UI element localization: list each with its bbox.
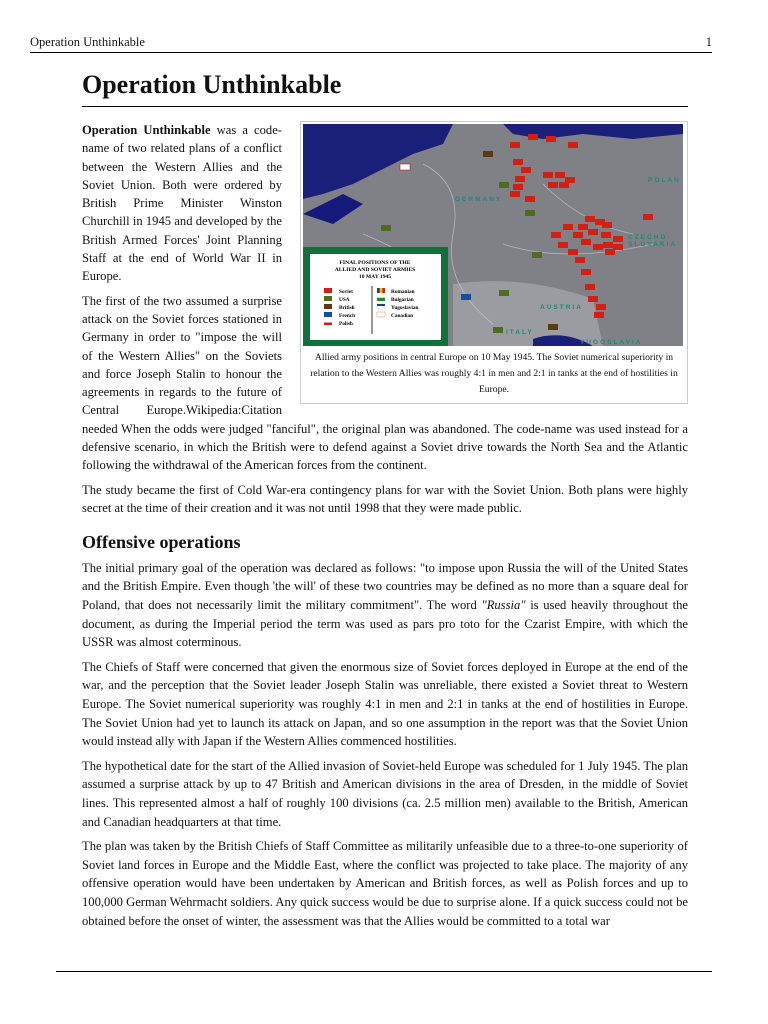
legend-canadian: Canadian (391, 313, 414, 319)
paragraph: The hypothetical date for the start of the Allied invasion of Soviet-held Europe was scheduled for 1 July 1945. The plan assumed a surprise attack by up to 47 British and American divisions in the area of Dresden, in the middle of Soviet lines. This represented almost a half of roughly 100 divisions (ca. 2.5 million men) available to the British, American and Canadian headquarters at that time. (82, 758, 688, 829)
text: is used heavily throughout the document, as during the Imperial period the term was used as pars pro toto for the Czarist Empire, with which the USSR was almost coterminous. (82, 598, 688, 650)
footer-rule (56, 971, 712, 972)
legend-british: British (339, 305, 355, 311)
figure-caption: Allied army positions in central Europe on 10 May 1945. The Soviet numerical superiority in relation to the Western Allies was roughly 4:1 in men and 2:1 in tanks at the end of hostilities in Europe. (310, 352, 678, 395)
intro-bold-term: Operation Unthinkable (82, 123, 211, 137)
legend-title-line: 10 MAY 1945 (358, 274, 392, 280)
legend-romanian: Romanian (391, 289, 415, 295)
paragraph: The first of the two assumed a surprise attack on the Soviet forces stationed in Germany in order to "impose the will of the Western Allies" on the Soviets and force Joseph Stalin to honour the agreements in regards to the future of Central Europe.Wikipedia:Citation needed When the odds were judged "fanciful", the original plan was abandoned. The code-name was used instead for a defensive scenario, in which the British were to defend against a Soviet drive towards the North Sea and the Atlantic following the withdrawal of the American forces from the continent. (82, 293, 688, 473)
paragraph: The Chiefs of Staff were concerned that given the enormous size of Soviet forces deployed in Europe at the end of the war, and the perception that the Soviet leader Joseph Stalin was unreliable, there existed a Soviet threat to Western Europe. The Soviet numerical superiority was roughly 4:1 in men and 2:1 in tanks at the end of hostilities in Europe. The Soviet Union had yet to launch its attack on Japan, and so one assumption in the report was that the Soviet Union would instead ally with Japan if the Western Allies commenced hostilities. (82, 659, 688, 749)
paragraph (82, 559, 688, 652)
intro-text: was a code-name of two related plans of a conflict between the Western Allies and the Soviet Union. Both were ordered by British Prime Minister Winston Churchill in 1945 and developed by the British Armed Forces' Joint Planning Staff at the end of World War II in Europe. (82, 123, 282, 284)
section-heading: Offensive operations (82, 531, 241, 552)
map-image (303, 124, 683, 346)
legend-soviet: Soviet (339, 289, 353, 295)
running-title: Operation Unthinkable (30, 35, 145, 49)
italic-term: "Russia" (481, 598, 526, 613)
legend-polish: Polish (339, 321, 353, 327)
map-label-slovakia: SLOVAKIA (628, 241, 678, 248)
page-number: 1 (705, 35, 712, 49)
map-legend (303, 247, 448, 346)
paragraph: The plan was taken by the British Chiefs of Staff Committee as militarily unfeasible due to a three-to-one superiority of Soviet land forces in Europe and the Middle East, where the conflict was projected to take place. The majority of any offensive operation would have been undertaken by American and British forces, as well as Polish forces and up to 100,000 German Wehrmacht soldiers. Any quick success would be due to surprise alone. If a quick success could not be obtained before the onset of winter, the assessment was that the Allies would be committed to a total war (82, 839, 688, 928)
legend-title-line: ALLIED AND SOVIET ARMIES (334, 267, 416, 273)
map-label-germany: GERMANY (455, 196, 503, 203)
map-label-austria: AUSTRIA (540, 304, 583, 311)
legend-yugoslavian: Yugoslavian (391, 305, 419, 311)
paragraph: The study became the first of Cold War-era contingency plans for war with the Soviet Union. Both plans were highly secret at the time of their creation and it was not until 1998 that they were made public. (82, 482, 688, 516)
map-label-czecho: CZECHO- (628, 234, 672, 241)
running-header (30, 35, 712, 53)
legend-usa: USA (339, 297, 350, 303)
text: The initial primary goal of the operation was declared as follows: "to impose upon Russia the will of the United States and the British Empire. Even though 'the will' of these two countries may be defined as no more than a square deal for Poland, that does not necessarily limit the military commitment". The word (82, 560, 688, 613)
article (82, 70, 688, 936)
map-label-yugoslavia: YUGOSLAVIA (580, 339, 643, 346)
legend-french: French (339, 313, 356, 319)
legend-title-line: FINAL POSITIONS OF THE (339, 260, 411, 266)
page-title: Operation Unthinkable (82, 70, 688, 107)
legend-bulgarian: Bulgarian (391, 297, 414, 303)
figure-map (300, 121, 688, 404)
map-label-poland: POLAN (648, 177, 681, 184)
map-label-italy: ITALY (506, 329, 534, 336)
